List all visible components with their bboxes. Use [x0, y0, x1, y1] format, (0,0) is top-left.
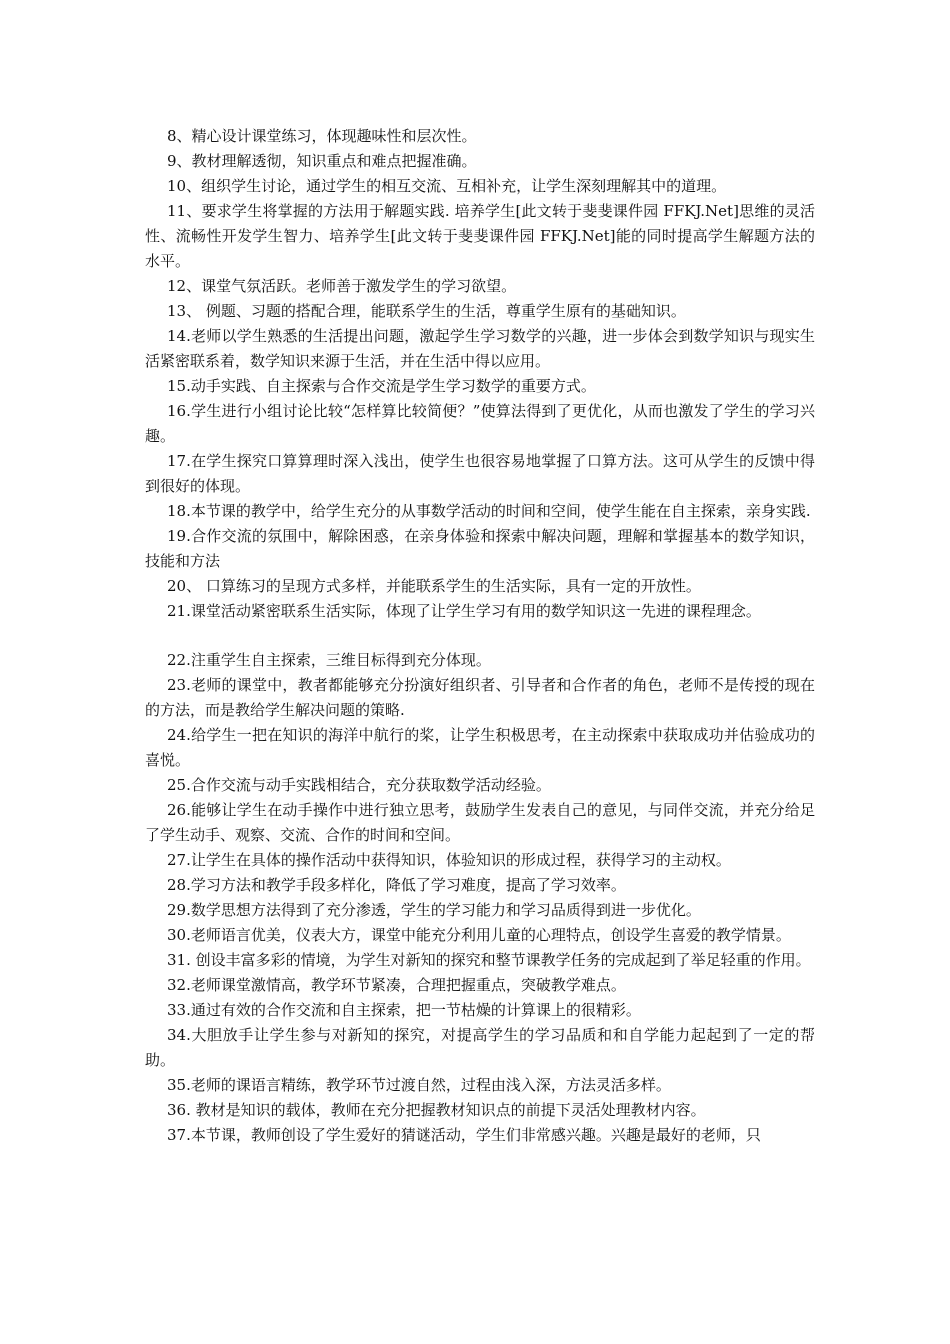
- paragraph: 27.让学生在具体的操作活动中获得知识，体验知识的形成过程，获得学习的主动权。: [167, 851, 731, 869]
- paragraph: 9、教材理解透彻，知识重点和难点把握准确。: [167, 152, 477, 170]
- paragraph: 31. 创设丰富多彩的情境，为学生对新知的探究和整节课教学任务的完成起到了举足轻重的作用。: [167, 951, 811, 969]
- paragraph: 10、组织学生讨论，通过学生的相互交流、互相补充，让学生深刻理解其中的道理。: [167, 177, 727, 195]
- paragraph: 14.老师以学生熟悉的生活提出问题，激起学生学习数学的兴趣，进一步体会到数学知识与现实生活紧密联系着，数学知识来源于生活，并在生活中得以应用。: [145, 327, 815, 370]
- paragraph: 33.通过有效的合作交流和自主探索，把一节枯燥的计算课上的很精彩。: [167, 1001, 641, 1019]
- paragraph: 32.老师课堂激情高，教学环节紧凑，合理把握重点，突破教学难点。: [167, 976, 626, 994]
- paragraph: 11、要求学生将掌握的方法用于解题实践. 培养学生[此文转于斐斐课件园 FFKJ.Net]思维的灵活性、流畅性开发学生智力、培养学生[此文转于斐斐课件园 FFKJ.Net]能的同时提高学生解题方法的水平。: [145, 202, 815, 270]
- paragraph: 15.动手实践、自主探索与合作交流是学生学习数学的重要方式。: [167, 377, 596, 395]
- paragraph: 23.老师的课堂中，教者都能够充分扮演好组织者、引导者和合作者的角色，老师不是传授的现在的方法，而是教给学生解决问题的策略.: [145, 676, 815, 719]
- paragraph: 17.在学生探究口算算理时深入浅出，使学生也很容易地掌握了口算方法。这可从学生的反馈中得到很好的体现。: [145, 452, 815, 495]
- paragraph: 30.老师语言优美，仪表大方，课堂中能充分利用儿童的心理特点，创设学生喜爱的教学情景。: [167, 926, 791, 944]
- paragraph: 37.本节课，教师创设了学生爱好的猜谜活动，学生们非常感兴趣。兴趣是最好的老师，只: [167, 1126, 761, 1144]
- paragraph: 13、 例题、习题的搭配合理，能联系学生的生活，尊重学生原有的基础知识。: [167, 302, 686, 320]
- paragraph: 8、精心设计课堂练习，体现趣味性和层次性。: [167, 127, 477, 145]
- paragraph: 18.本节课的教学中，给学生充分的从事数学活动的时间和空间，使学生能在自主探索，亲身实践.: [167, 502, 811, 520]
- paragraph: 22.注重学生自主探索，三维目标得到充分体现。: [167, 651, 491, 669]
- paragraph: 29.数学思想方法得到了充分渗透，学生的学习能力和学习品质得到进一步优化。: [167, 901, 701, 919]
- document-body: [145, 124, 815, 1148]
- paragraph: 36. 教材是知识的载体，教师在充分把握教材知识点的前提下灵活处理教材内容。: [167, 1101, 706, 1119]
- paragraph: 20、 口算练习的呈现方式多样，并能联系学生的生活实际，具有一定的开放性。: [167, 577, 701, 595]
- paragraph: 24.给学生一把在知识的海洋中航行的桨，让学生积极思考，在主动探索中获取成功并估验成功的喜悦。: [145, 726, 815, 769]
- blank-line: [145, 624, 815, 648]
- paragraph: 19.合作交流的氛围中，解除困惑，在亲身体验和探索中解决问题，理解和掌握基本的数学知识，技能和方法: [145, 527, 815, 570]
- paragraph: 16.学生进行小组讨论比较“怎样算比较简便？”使算法得到了更优化，从而也激发了学生的学习兴趣。: [145, 402, 815, 445]
- paragraph: 25.合作交流与动手实践相结合，充分获取数学活动经验。: [167, 776, 551, 794]
- paragraph: 26.能够让学生在动手操作中进行独立思考，鼓励学生发表自己的意见，与同伴交流，并充分给足了学生动手、观察、交流、合作的时间和空间。: [145, 801, 815, 844]
- paragraph: 12、课堂气氛活跃。老师善于激发学生的学习欲望。: [167, 277, 517, 295]
- paragraph: 28.学习方法和教学手段多样化，降低了学习难度，提高了学习效率。: [167, 876, 626, 894]
- paragraph: 21.课堂活动紧密联系生活实际，体现了让学生学习有用的数学知识这一先进的课程理念。: [167, 602, 761, 620]
- paragraph: 34.大胆放手让学生参与对新知的探究，对提高学生的学习品质和和自学能力起起到了一定的帮助。: [145, 1026, 815, 1069]
- paragraph: 35.老师的课语言精练，教学环节过渡自然，过程由浅入深，方法灵活多样。: [167, 1076, 671, 1094]
